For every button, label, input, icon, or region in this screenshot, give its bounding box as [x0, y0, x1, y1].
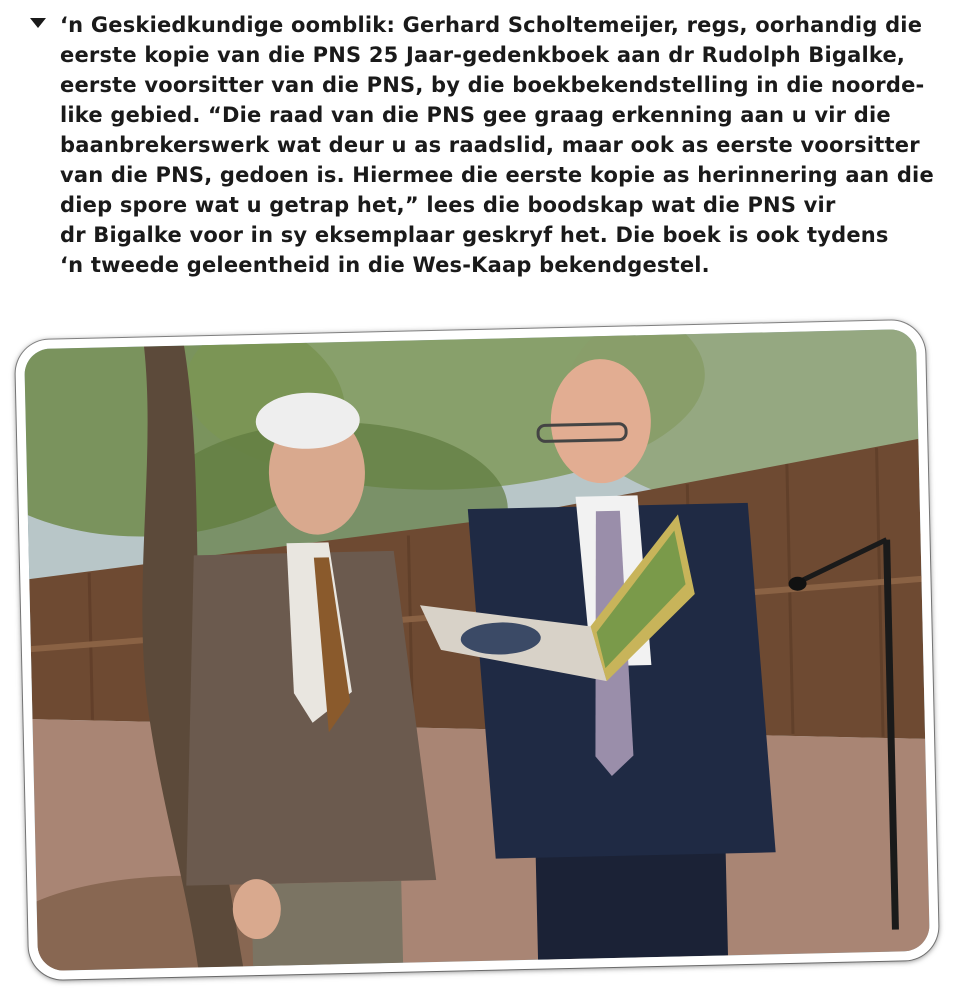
caption-text: ‘n Geskiedkundige oomblik: Gerhard Scholtemeijer, regs, oorhandig die eerste kopie van die PNS 25 Jaar-gedenkboek aan dr Rudolph Bigalke, eerste voorsitter van die PNS, by die boekbekendstelling in die noorde- like gebied. “Die raad van die PNS gee graag erkenning aan u vir die baanbrekerswerk wat deur u as raadslid, maar ook as eerste voorsitter van die PNS, gedoen is. Hiermee die eerste kopie as herinnering aan die diep spore wat u getrap het,” lees die boodskap wat die PNS vir dr Bigalke voor in sy eksemplaar geskryf het. Die boek is ook tydens ‘n tweede geleentheid in die Wes-Kaap bekendgestel. — [60, 13, 934, 277]
triangle-down-icon — [30, 10, 60, 36]
photo-caption — [30, 10, 940, 280]
event-photo — [24, 329, 930, 971]
photo-frame — [15, 320, 939, 980]
photo-illustration — [24, 329, 930, 971]
